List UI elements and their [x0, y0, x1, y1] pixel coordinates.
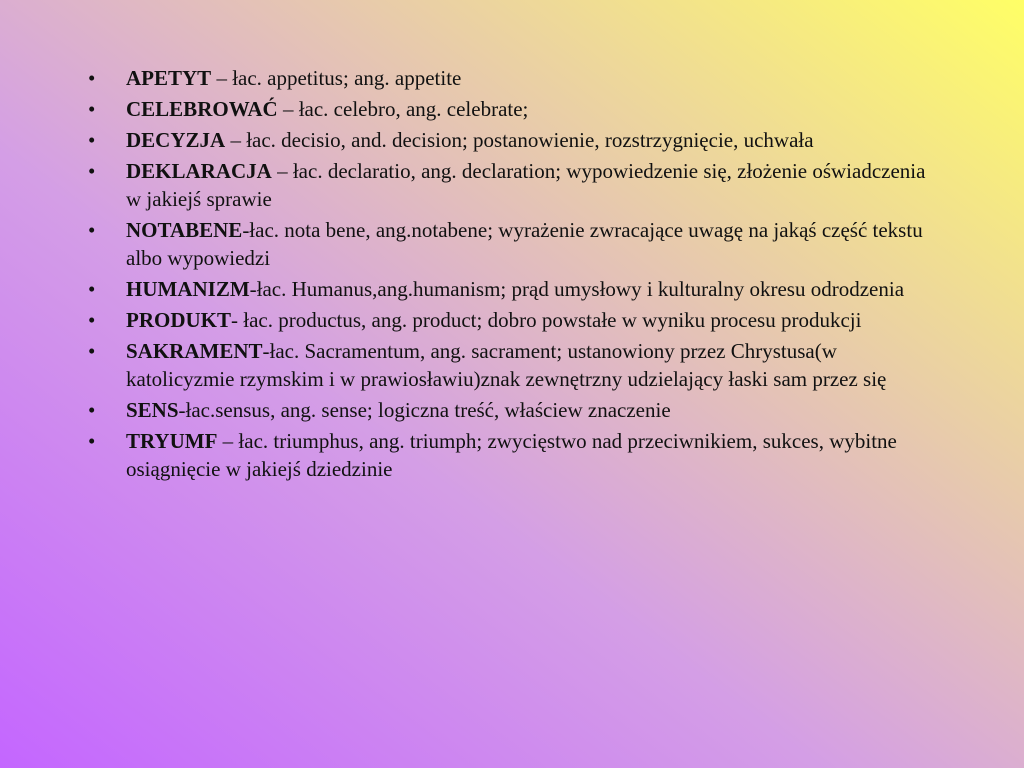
bullet-icon: •: [88, 97, 96, 121]
list-item-sakrament: [88, 337, 936, 393]
term-definition: – łac. declaratio, ang. declaration; wypowiedzenie się, złożenie oświadczenia w jakiejś sprawie: [126, 159, 926, 211]
term-label: CELEBROWAĆ: [126, 97, 278, 121]
bullet-icon: •: [88, 218, 96, 242]
term-definition: - łac. productus, ang. product; dobro powstałe w wyniku procesu produkcji: [231, 308, 862, 332]
term-label: DEKLARACJA: [126, 159, 272, 183]
list-item-humanizm: [88, 275, 936, 303]
bullet-icon: •: [88, 429, 96, 453]
term-label: APETYT: [126, 66, 212, 90]
bullet-icon: •: [88, 339, 96, 363]
list-item-apetyt: [88, 64, 936, 92]
term-definition: – łac. celebro, ang. celebrate;: [277, 97, 529, 121]
term-definition: -łac. nota bene, ang.notabene; wyrażenie zwracające uwagę na jakąś część tekstu albo wypowiedzi: [126, 218, 923, 270]
term-definition: – łac. appetitus; ang. appetite: [211, 66, 462, 90]
term-definition: – łac. triumphus, ang. triumph; zwycięstwo nad przeciwnikiem, sukces, wybitne osiągnięcie w jakiejś dziedzinie: [126, 429, 897, 481]
list-item-celebrowac: [88, 95, 936, 123]
term-label: SAKRAMENT: [126, 339, 263, 363]
bullet-icon: •: [88, 66, 96, 90]
term-definition: -łac. Humanus,ang.humanism; prąd umysłowy i kulturalny okresu odrodzenia: [249, 277, 905, 301]
term-label: NOTABENE: [126, 218, 243, 242]
term-label: SENS: [126, 398, 179, 422]
term-definition: -łac. Sacramentum, ang. sacrament; ustanowiony przez Chrystusa(w katolicyzmie rzymskim i w prawiosławiu)znak zewnętrzny udzielający łaski sam przez się: [126, 339, 887, 391]
list-item-tryumf: [88, 427, 936, 483]
term-label: DECYZJA: [126, 128, 226, 152]
bullet-icon: •: [88, 398, 96, 422]
list-item-deklaracja: [88, 157, 936, 213]
bullet-icon: •: [88, 159, 96, 183]
bullet-icon: •: [88, 128, 96, 152]
term-list: [88, 64, 936, 486]
bullet-icon: •: [88, 277, 96, 301]
term-label: HUMANIZM: [126, 277, 250, 301]
term-label: PRODUKT: [126, 308, 231, 332]
term-definition: -łac.sensus, ang. sense; logiczna treść, właściew znaczenie: [178, 398, 671, 422]
term-label: TRYUMF: [126, 429, 218, 453]
term-definition: – łac. decisio, and. decision; postanowienie, rozstrzygnięcie, uchwała: [225, 128, 814, 152]
list-item-decyzja: [88, 126, 936, 154]
bullet-icon: •: [88, 308, 96, 332]
list-item-notabene: [88, 216, 936, 272]
list-item-produkt: [88, 306, 936, 334]
list-item-sens: [88, 396, 936, 424]
